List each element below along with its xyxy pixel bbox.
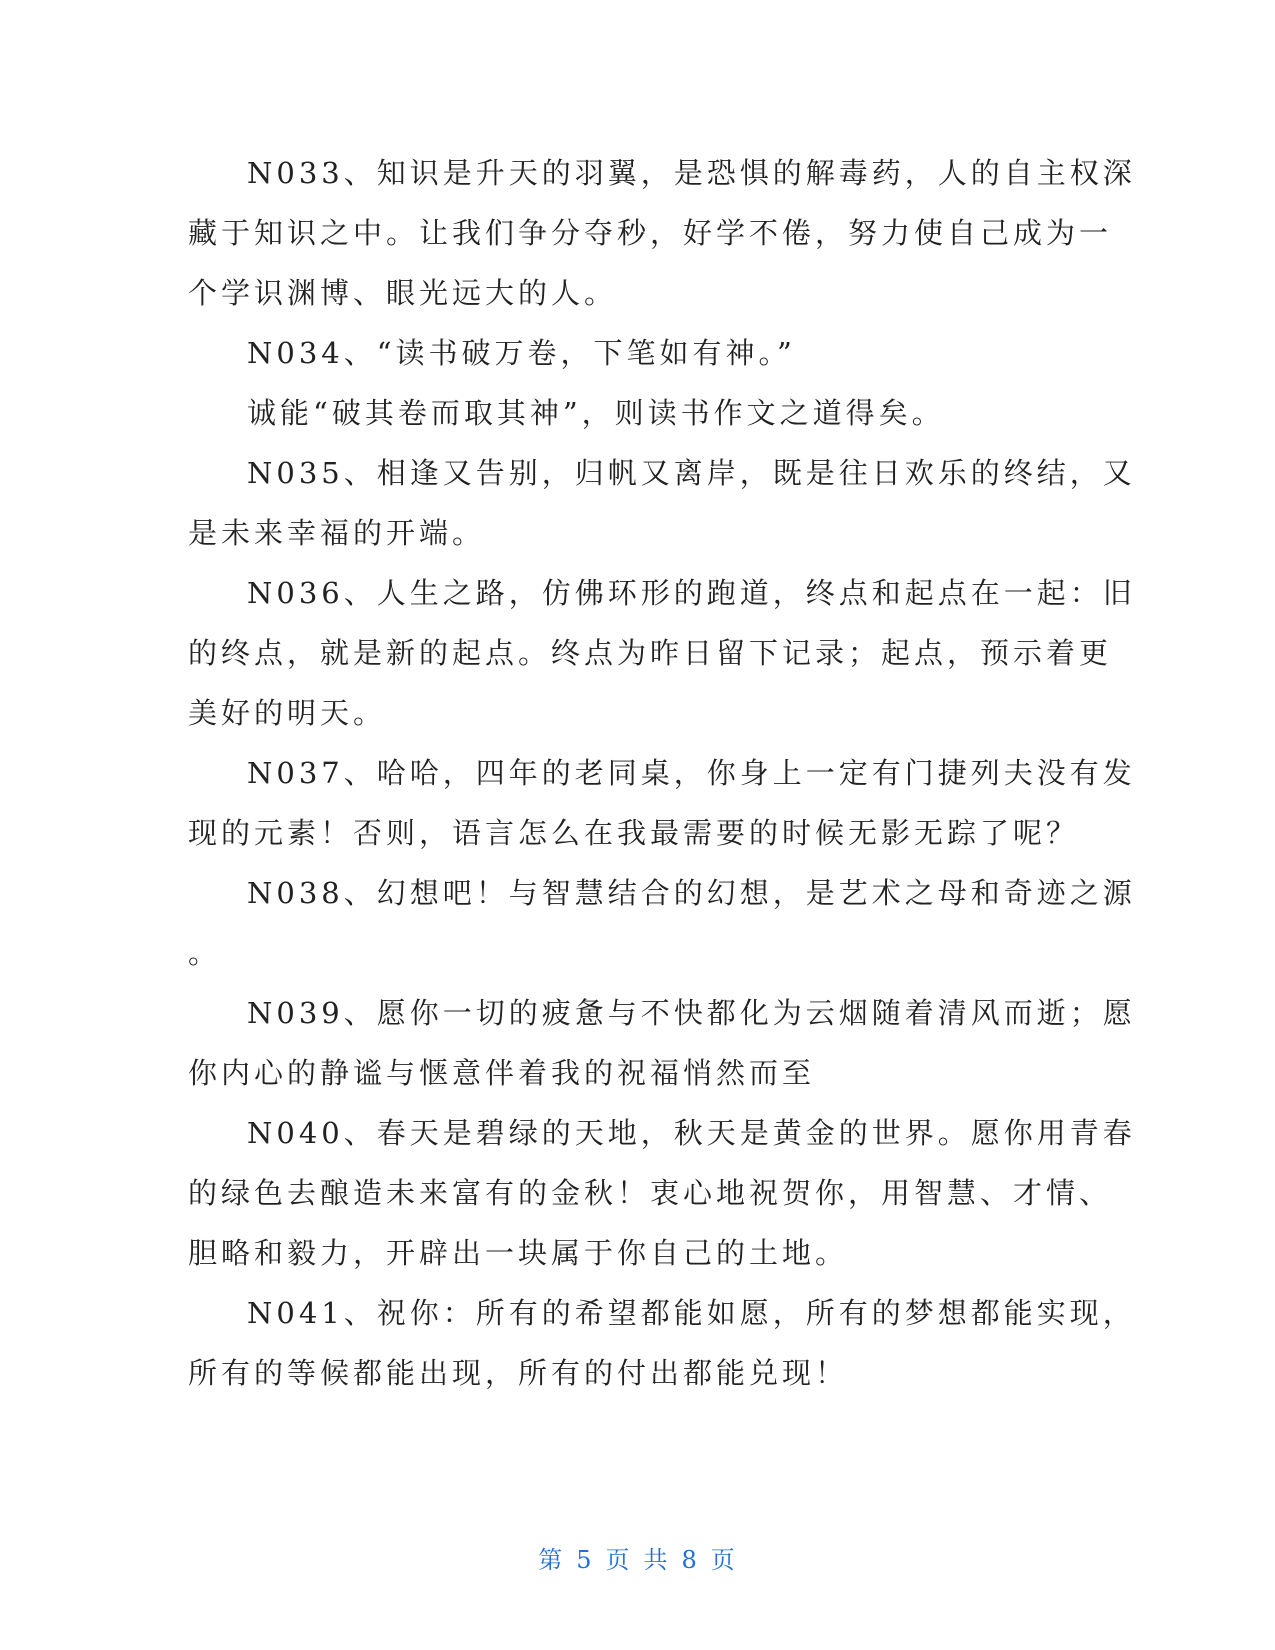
footer-label-page: 第 [538, 1546, 565, 1574]
text-line: N035、相逢又告别，归帆又离岸，既是往日欢乐的终结，又 [247, 456, 1136, 490]
text-line: 的绿色去酿造未来富有的金秋！衷心地祝贺你，用智慧、才情、 [188, 1176, 1113, 1210]
text-line: 的终点，就是新的起点。终点为昨日留下记录；起点，预示着更 [188, 636, 1113, 670]
footer-label-page-unit: 页 [605, 1546, 632, 1574]
text-line: 是未来幸福的开端。 [188, 516, 486, 550]
text-line: N036、人生之路，仿佛环形的跑道，终点和起点在一起：旧 [247, 576, 1136, 610]
text-line: 胆略和毅力，开辟出一块属于你自己的土地。 [188, 1236, 849, 1270]
current-page-number: 5 [576, 1546, 594, 1574]
text-line: 个学识渊博、眼光远大的人。 [188, 276, 618, 310]
footer-label-total-unit: 页 [710, 1546, 737, 1574]
text-line: N038、幻想吧！与智慧结合的幻想，是艺术之母和奇迹之源 [247, 876, 1136, 910]
footer-label-total: 共 [643, 1546, 670, 1574]
page-footer [0, 1540, 1275, 1575]
total-pages-number: 8 [681, 1546, 699, 1574]
text-line: 诚能“破其卷而取其神”，则读书作文之道得矣。 [247, 396, 945, 430]
text-line: N040、春天是碧绿的天地，秋天是黄金的世界。愿你用青春 [247, 1116, 1136, 1150]
document-body [188, 143, 1136, 1403]
text-line: 现的元素！否则，语言怎么在我最需要的时候无影无踪了呢？ [188, 816, 1080, 850]
text-line: N034、“读书破万卷，下笔如有神。” [247, 336, 796, 370]
text-line: N033、知识是升天的羽翼，是恐惧的解毒药，人的自主权深 [247, 156, 1136, 190]
text-line: N037、哈哈，四年的老同桌，你身上一定有门捷列夫没有发 [247, 756, 1136, 790]
text-line: N041、祝你：所有的希望都能如愿，所有的梦想都能实现， [247, 1296, 1136, 1330]
text-line: 所有的等候都能出现，所有的付出都能兑现！ [188, 1356, 849, 1390]
text-line: 。 [188, 936, 222, 970]
text-line: 美好的明天。 [188, 696, 387, 730]
text-line: 你内心的静谧与惬意伴着我的祝福悄然而至 [188, 1056, 816, 1090]
text-line: N039、愿你一切的疲惫与不快都化为云烟随着清风而逝；愿 [247, 996, 1136, 1030]
text-line: 藏于知识之中。让我们争分夺秒，好学不倦，努力使自己成为一 [188, 216, 1113, 250]
